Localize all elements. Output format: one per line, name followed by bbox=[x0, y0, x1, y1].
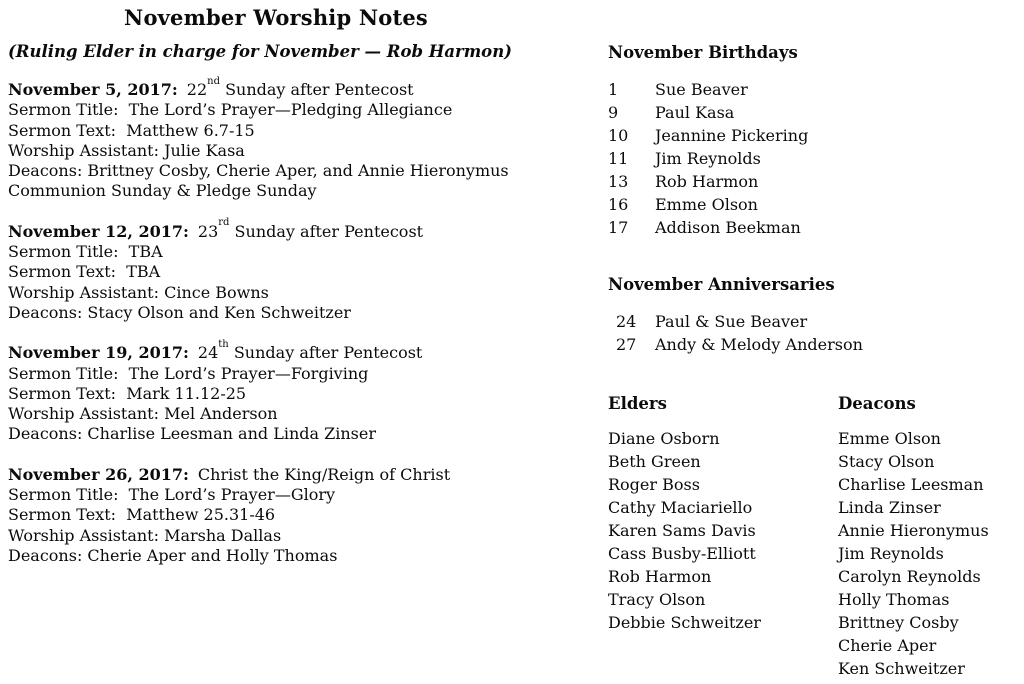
birthday-day: 1 bbox=[608, 80, 619, 99]
service-header bbox=[8, 338, 586, 363]
deacon-name: Annie Hieronymus bbox=[838, 521, 989, 540]
birthday-name: Sue Beaver bbox=[655, 80, 748, 99]
elder-name: Karen Sams Davis bbox=[608, 521, 756, 540]
elder-name: Rob Harmon bbox=[608, 567, 712, 586]
birthday-day: 16 bbox=[608, 195, 629, 214]
worship-assistant-line: Worship Assistant: Cince Bowns bbox=[8, 282, 269, 302]
sermon-title-line: Sermon Title: The Lord’s Prayer—Forgiving bbox=[8, 363, 369, 383]
deacons-heading: Deacons bbox=[838, 394, 916, 413]
birthday-day: 10 bbox=[608, 126, 629, 145]
deacons-line: Deacons: Brittney Cosby, Cherie Aper, and Annie Hieronymus bbox=[8, 161, 509, 181]
sermon-text-line: Sermon Text: Matthew 6.7-15 bbox=[8, 120, 255, 140]
service-title bbox=[197, 217, 424, 241]
deacon-name: Charlise Leesman bbox=[838, 475, 984, 494]
deacon-name: Jim Reynolds bbox=[838, 544, 944, 563]
elder-name: Cathy Maciariello bbox=[608, 498, 753, 517]
deacon-name: Carolyn Reynolds bbox=[838, 567, 981, 586]
service-title-rest: Sunday after Pentecost bbox=[228, 343, 423, 363]
birthday-day: 13 bbox=[608, 172, 629, 191]
service-entry-nov-26 bbox=[8, 465, 586, 566]
elder-name: Debbie Schweitzer bbox=[608, 613, 761, 632]
service-ordinal-suffix: nd bbox=[207, 75, 220, 87]
service-date: November 26, 2017: bbox=[8, 464, 189, 484]
deacon-name: Ken Schweitzer bbox=[838, 659, 965, 678]
birthday-name: Jim Reynolds bbox=[655, 149, 761, 168]
birthday-day: 11 bbox=[608, 149, 629, 168]
service-date: November 5, 2017: bbox=[8, 80, 178, 99]
elders-heading: Elders bbox=[608, 394, 667, 413]
elder-name: Diane Osborn bbox=[608, 429, 720, 448]
service-title-rest: Sunday after Pentecost bbox=[219, 80, 414, 99]
worship-assistant-line: Worship Assistant: Mel Anderson bbox=[8, 404, 278, 424]
service-title-rest: Christ the King/Reign of Christ bbox=[197, 464, 451, 484]
sermon-title-line: Sermon Title: TBA bbox=[8, 242, 163, 262]
birthday-name: Jeannine Pickering bbox=[655, 126, 809, 145]
sermon-title-line: Sermon Title: The Lord’s Prayer—Glory bbox=[8, 485, 336, 505]
service-ordinal-suffix: th bbox=[218, 338, 229, 350]
deacon-name: Linda Zinser bbox=[838, 498, 941, 517]
service-ordinal-number: 24 bbox=[197, 343, 219, 363]
deacons-list bbox=[838, 427, 1024, 680]
service-title bbox=[198, 465, 450, 484]
anniversaries-list bbox=[616, 310, 863, 356]
elder-name: Beth Green bbox=[608, 452, 701, 471]
elder-name: Tracy Olson bbox=[608, 590, 706, 609]
deacons-line: Deacons: Charlise Leesman and Linda Zinser bbox=[8, 424, 376, 444]
birthday-row bbox=[608, 170, 808, 193]
birthday-name: Rob Harmon bbox=[655, 172, 759, 191]
service-ordinal-suffix: rd bbox=[218, 217, 230, 229]
sermon-text-line: Sermon Text: Matthew 25.31-46 bbox=[8, 505, 276, 525]
deacon-name: Emme Olson bbox=[838, 429, 941, 448]
special-sunday-line: Communion Sunday & Pledge Sunday bbox=[8, 181, 317, 201]
service-entry-nov-19 bbox=[8, 338, 586, 444]
birthday-name: Emme Olson bbox=[655, 195, 758, 214]
birthday-day: 9 bbox=[608, 103, 619, 122]
birthday-row bbox=[608, 101, 808, 124]
deacon-name: Cherie Aper bbox=[838, 636, 937, 655]
birthday-row bbox=[608, 193, 808, 216]
service-header bbox=[8, 75, 586, 100]
birthday-row bbox=[608, 216, 808, 239]
service-title bbox=[197, 338, 423, 363]
worship-assistant-line: Worship Assistant: Julie Kasa bbox=[8, 140, 245, 160]
birthday-name: Addison Beekman bbox=[655, 218, 801, 237]
service-title-rest: Sunday after Pentecost bbox=[229, 221, 424, 241]
birthday-day: 17 bbox=[608, 218, 629, 237]
deacons-line: Deacons: Stacy Olson and Ken Schweitzer bbox=[8, 302, 351, 322]
service-header bbox=[8, 217, 586, 242]
anniversary-day: 27 bbox=[616, 335, 637, 354]
birthday-row bbox=[608, 147, 808, 170]
service-date: November 19, 2017: bbox=[8, 343, 189, 363]
anniversary-name: Paul & Sue Beaver bbox=[655, 312, 808, 331]
service-ordinal-number: 23 bbox=[197, 221, 219, 241]
anniversary-row bbox=[616, 333, 863, 356]
deacons-line: Deacons: Cherie Aper and Holly Thomas bbox=[8, 545, 338, 565]
elders-list bbox=[608, 427, 828, 634]
service-entry-nov-5 bbox=[8, 75, 586, 202]
birthday-name: Paul Kasa bbox=[655, 103, 735, 122]
service-ordinal-number: 22 bbox=[186, 80, 208, 99]
deacon-name: Holly Thomas bbox=[838, 590, 950, 609]
elder-name: Cass Busby-Elliott bbox=[608, 544, 756, 563]
anniversary-day: 24 bbox=[616, 312, 637, 331]
worship-assistant-line: Worship Assistant: Marsha Dallas bbox=[8, 525, 282, 545]
service-date: November 12, 2017: bbox=[8, 221, 189, 241]
sermon-text-line: Sermon Text: TBA bbox=[8, 262, 161, 282]
service-header bbox=[8, 465, 586, 485]
anniversaries-heading: November Anniversaries bbox=[608, 275, 835, 294]
deacon-name: Brittney Cosby bbox=[838, 613, 959, 632]
birthdays-list bbox=[608, 78, 808, 239]
worship-schedule bbox=[8, 75, 586, 586]
birthday-row bbox=[608, 124, 808, 147]
ruling-elder-subtitle: (Ruling Elder in charge for November — Rob Harmon) bbox=[8, 42, 512, 61]
deacon-name: Stacy Olson bbox=[838, 452, 935, 471]
birthday-row bbox=[608, 78, 808, 101]
service-title bbox=[186, 75, 414, 99]
page-title: November Worship Notes bbox=[124, 5, 428, 30]
elder-name: Roger Boss bbox=[608, 475, 700, 494]
anniversary-row bbox=[616, 310, 863, 333]
sermon-text-line: Sermon Text: Mark 11.12-25 bbox=[8, 383, 247, 403]
birthdays-heading: November Birthdays bbox=[608, 43, 798, 62]
anniversary-name: Andy & Melody Anderson bbox=[655, 335, 863, 354]
service-entry-nov-12 bbox=[8, 217, 586, 323]
sermon-title-line: Sermon Title: The Lord’s Prayer—Pledging Allegiance bbox=[8, 100, 453, 120]
